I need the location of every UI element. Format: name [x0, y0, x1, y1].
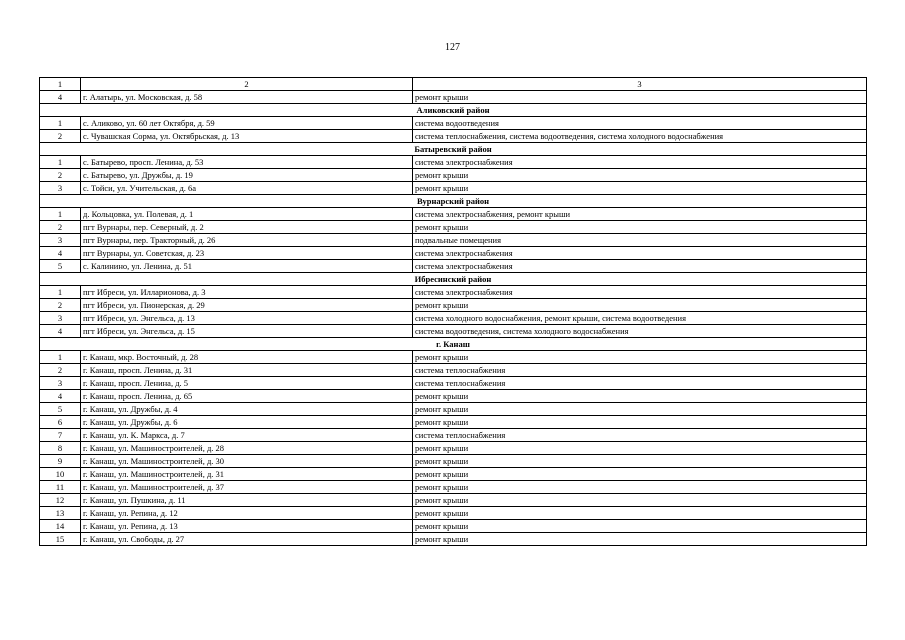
table-row: [40, 533, 867, 546]
row-number: 3: [40, 182, 81, 195]
column-number-2: 2: [81, 78, 413, 91]
address-cell: пгт Вурнары, ул. Советская, д. 23: [81, 247, 413, 260]
table-row: [40, 286, 867, 299]
district-title: Аликовский район: [40, 104, 867, 117]
work-type-cell: подвальные помещения: [413, 234, 867, 247]
address-cell: г. Канаш, ул. Машиностроителей, д. 30: [81, 455, 413, 468]
table-row: [40, 481, 867, 494]
row-number: 9: [40, 455, 81, 468]
work-type-cell: система водоотведения: [413, 117, 867, 130]
work-type-cell: ремонт крыши: [413, 221, 867, 234]
table-row: [40, 169, 867, 182]
column-number-3: 3: [413, 78, 867, 91]
address-cell: г. Канаш, просп. Ленина, д. 65: [81, 390, 413, 403]
work-type-cell: ремонт крыши: [413, 520, 867, 533]
row-number: 2: [40, 221, 81, 234]
row-number: 2: [40, 364, 81, 377]
row-number: 13: [40, 507, 81, 520]
row-number: 1: [40, 286, 81, 299]
table-row: [40, 299, 867, 312]
row-number: 10: [40, 468, 81, 481]
address-cell: г. Канаш, просп. Ленина, д. 31: [81, 364, 413, 377]
work-type-cell: ремонт крыши: [413, 351, 867, 364]
row-number: 5: [40, 260, 81, 273]
repair-table: [39, 77, 867, 546]
table-row: [40, 507, 867, 520]
district-title: г. Канаш: [40, 338, 867, 351]
address-cell: с. Чувашская Сорма, ул. Октябрьская, д. 13: [81, 130, 413, 143]
row-number: 15: [40, 533, 81, 546]
table-row: [40, 247, 867, 260]
work-type-cell: система электроснабжения: [413, 156, 867, 169]
address-cell: г. Канаш, просп. Ленина, д. 5: [81, 377, 413, 390]
address-cell: пгт Ибреси, ул. Илларионова, д. 3: [81, 286, 413, 299]
address-cell: г. Канаш, мкр. Восточный, д. 28: [81, 351, 413, 364]
table-row: [40, 325, 867, 338]
address-cell: с. Калинино, ул. Ленина, д. 51: [81, 260, 413, 273]
table-row: [40, 156, 867, 169]
table-row: [40, 468, 867, 481]
work-type-cell: ремонт крыши: [413, 169, 867, 182]
district-header-row: [40, 143, 867, 156]
row-number: 1: [40, 351, 81, 364]
row-number: 4: [40, 247, 81, 260]
row-number: 2: [40, 299, 81, 312]
work-type-cell: система электроснабжения: [413, 286, 867, 299]
work-type-cell: ремонт крыши: [413, 533, 867, 546]
work-type-cell: система теплоснабжения: [413, 377, 867, 390]
district-title: Ибресинский район: [40, 273, 867, 286]
address-cell: г. Канаш, ул. Дружбы, д. 4: [81, 403, 413, 416]
row-number: 3: [40, 234, 81, 247]
address-cell: с. Батырево, просп. Ленина, д. 53: [81, 156, 413, 169]
work-type-cell: ремонт крыши: [413, 403, 867, 416]
row-number: 1: [40, 117, 81, 130]
table-row: [40, 312, 867, 325]
district-header-row: [40, 273, 867, 286]
work-type-cell: ремонт крыши: [413, 468, 867, 481]
work-type-cell: ремонт крыши: [413, 182, 867, 195]
work-type-cell: ремонт крыши: [413, 416, 867, 429]
address-cell: г. Канаш, ул. Пушкина, д. 11: [81, 494, 413, 507]
address-cell: г. Канаш, ул. Машиностроителей, д. 37: [81, 481, 413, 494]
table-row: [40, 260, 867, 273]
address-cell: пгт Ибреси, ул. Пионерская, д. 29: [81, 299, 413, 312]
work-type-cell: система теплоснабжения, система водоотведения, система холодного водоснабжения: [413, 130, 867, 143]
address-cell: г. Канаш, ул. Репина, д. 12: [81, 507, 413, 520]
table-row: [40, 442, 867, 455]
table-row: [40, 377, 867, 390]
row-number: 14: [40, 520, 81, 533]
address-cell: д. Кольцовка, ул. Полевая, д. 1: [81, 208, 413, 221]
row-number: 2: [40, 130, 81, 143]
row-number: 12: [40, 494, 81, 507]
table-body: [40, 78, 867, 546]
work-type-cell: ремонт крыши: [413, 455, 867, 468]
address-cell: г. Канаш, ул. Машиностроителей, д. 28: [81, 442, 413, 455]
work-type-cell: ремонт крыши: [413, 390, 867, 403]
work-type-cell: ремонт крыши: [413, 299, 867, 312]
address-cell: пгт Вурнары, пер. Тракторный, д. 26: [81, 234, 413, 247]
address-cell: г. Канаш, ул. Дружбы, д. 6: [81, 416, 413, 429]
row-number: 1: [40, 208, 81, 221]
table-row: [40, 416, 867, 429]
work-type-cell: система теплоснабжения: [413, 429, 867, 442]
work-type-cell: система электроснабжения, ремонт крыши: [413, 208, 867, 221]
row-number: 1: [40, 156, 81, 169]
work-type-cell: ремонт крыши: [413, 494, 867, 507]
district-title: Батыревский район: [40, 143, 867, 156]
address-cell: г. Канаш, ул. Машиностроителей, д. 31: [81, 468, 413, 481]
row-number: 7: [40, 429, 81, 442]
table-row: [40, 520, 867, 533]
table-row: [40, 351, 867, 364]
table-row: [40, 208, 867, 221]
address-cell: г. Канаш, ул. Репина, д. 13: [81, 520, 413, 533]
row-number: 8: [40, 442, 81, 455]
table-row: [40, 117, 867, 130]
work-type-cell: ремонт крыши: [413, 481, 867, 494]
row-number: 4: [40, 325, 81, 338]
work-type-cell: ремонт крыши: [413, 507, 867, 520]
address-cell: пгт Ибреси, ул. Энгельса, д. 15: [81, 325, 413, 338]
work-type-cell: система электроснабжения: [413, 260, 867, 273]
page-number: 127: [445, 42, 460, 53]
row-number: 3: [40, 377, 81, 390]
table-row: [40, 455, 867, 468]
address-cell: г. Канаш, ул. К. Маркса, д. 7: [81, 429, 413, 442]
table-row: [40, 234, 867, 247]
table-row: [40, 364, 867, 377]
address-cell: г. Алатырь, ул. Московская, д. 58: [81, 91, 413, 104]
work-type-cell: ремонт крыши: [413, 442, 867, 455]
address-cell: с. Аликово, ул. 60 лет Октября, д. 59: [81, 117, 413, 130]
table-row: [40, 130, 867, 143]
work-type-cell: система теплоснабжения: [413, 364, 867, 377]
row-number: 5: [40, 403, 81, 416]
table-row: [40, 91, 867, 104]
work-type-cell: система водоотведения, система холодного водоснабжения: [413, 325, 867, 338]
table-row: [40, 221, 867, 234]
district-header-row: [40, 104, 867, 117]
row-number: 6: [40, 416, 81, 429]
row-number: 3: [40, 312, 81, 325]
address-cell: пгт Ибреси, ул. Энгельса, д. 13: [81, 312, 413, 325]
address-cell: г. Канаш, ул. Свободы, д. 27: [81, 533, 413, 546]
table-row: [40, 429, 867, 442]
row-number: 4: [40, 91, 81, 104]
row-number: 4: [40, 390, 81, 403]
district-title: Вурнарский район: [40, 195, 867, 208]
district-header-row: [40, 195, 867, 208]
district-header-row: [40, 338, 867, 351]
column-number-row: [40, 78, 867, 91]
column-number-1: 1: [40, 78, 81, 91]
table-row: [40, 494, 867, 507]
table-row: [40, 182, 867, 195]
address-cell: пгт Вурнары, пер. Северный, д. 2: [81, 221, 413, 234]
table-row: [40, 403, 867, 416]
row-number: 2: [40, 169, 81, 182]
address-cell: с. Тойси, ул. Учительская, д. 6а: [81, 182, 413, 195]
work-type-cell: система холодного водоснабжения, ремонт крыши, система водоотведения: [413, 312, 867, 325]
table-row: [40, 390, 867, 403]
work-type-cell: ремонт крыши: [413, 91, 867, 104]
work-type-cell: система электроснабжения: [413, 247, 867, 260]
address-cell: с. Батырево, ул. Дружбы, д. 19: [81, 169, 413, 182]
row-number: 11: [40, 481, 81, 494]
